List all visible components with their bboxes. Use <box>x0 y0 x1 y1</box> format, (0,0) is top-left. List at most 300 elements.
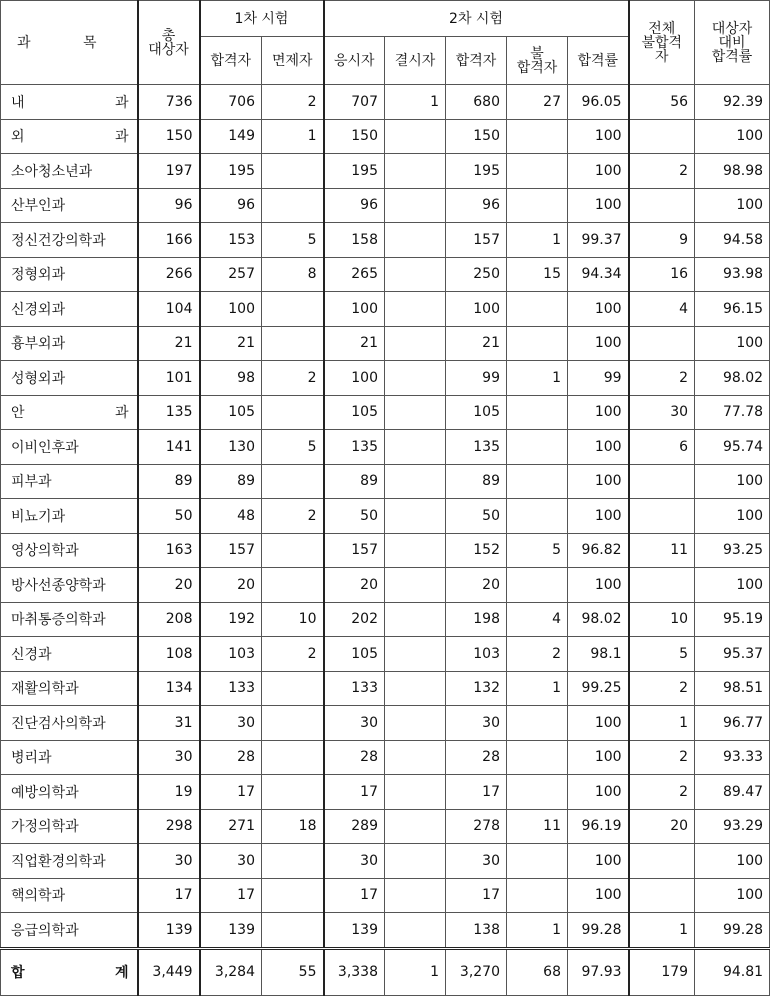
table-row <box>1 499 770 534</box>
cell-ex1 <box>262 878 324 913</box>
cell-p2: 3,270 <box>446 948 507 995</box>
cell-subject: 직업환경의학과 <box>1 844 138 879</box>
cell-rate: 100 <box>568 568 629 603</box>
cell-subject: 방사선종양학과 <box>1 568 138 603</box>
cell-trate: 100 <box>695 464 770 499</box>
cell-trate: 100 <box>695 188 770 223</box>
cell-allfail: 6 <box>629 430 695 465</box>
cell-trate: 98.02 <box>695 361 770 396</box>
total-row <box>1 948 770 995</box>
header-exam2-absent: 결시자 <box>385 37 446 85</box>
cell-total: 197 <box>138 154 200 189</box>
cell-p1: 130 <box>200 430 262 465</box>
cell-allfail <box>629 119 695 154</box>
cell-fail <box>507 499 568 534</box>
cell-p2: 17 <box>446 878 507 913</box>
cell-trate: 93.98 <box>695 257 770 292</box>
header-exam2-passed: 합격자 <box>446 37 507 85</box>
cell-rate: 97.93 <box>568 948 629 995</box>
table-row <box>1 361 770 396</box>
cell-rate: 98.1 <box>568 637 629 672</box>
cell-trate: 94.81 <box>695 948 770 995</box>
cell-app: 135 <box>324 430 385 465</box>
cell-rate: 100 <box>568 154 629 189</box>
cell-total: 30 <box>138 740 200 775</box>
table-row <box>1 740 770 775</box>
table-row <box>1 602 770 637</box>
cell-total: 150 <box>138 119 200 154</box>
cell-rate: 100 <box>568 430 629 465</box>
cell-allfail: 2 <box>629 671 695 706</box>
cell-subject: 안 과 <box>1 395 138 430</box>
cell-app: 202 <box>324 602 385 637</box>
cell-allfail <box>629 499 695 534</box>
cell-trate: 100 <box>695 878 770 913</box>
cell-trate: 95.37 <box>695 637 770 672</box>
cell-allfail: 1 <box>629 913 695 949</box>
cell-p2: 99 <box>446 361 507 396</box>
cell-trate: 100 <box>695 568 770 603</box>
cell-subject: 합 계 <box>1 948 138 995</box>
cell-allfail <box>629 188 695 223</box>
cell-fail: 68 <box>507 948 568 995</box>
cell-fail <box>507 568 568 603</box>
cell-fail <box>507 706 568 741</box>
cell-ex1 <box>262 326 324 361</box>
cell-abs <box>385 395 446 430</box>
cell-app: 20 <box>324 568 385 603</box>
cell-fail <box>507 844 568 879</box>
cell-ex1 <box>262 533 324 568</box>
cell-abs <box>385 119 446 154</box>
cell-p2: 250 <box>446 257 507 292</box>
cell-subject: 외 과 <box>1 119 138 154</box>
cell-abs <box>385 257 446 292</box>
cell-app: 30 <box>324 844 385 879</box>
cell-app: 50 <box>324 499 385 534</box>
cell-subject: 신경외과 <box>1 292 138 327</box>
cell-abs <box>385 533 446 568</box>
cell-fail: 1 <box>507 913 568 949</box>
cell-total: 266 <box>138 257 200 292</box>
header-exam2: 2차 시험 <box>324 1 629 37</box>
header-total-target: 총 대상자 <box>138 1 200 85</box>
cell-fail <box>507 430 568 465</box>
cell-app: 96 <box>324 188 385 223</box>
cell-rate: 99.25 <box>568 671 629 706</box>
cell-total: 166 <box>138 223 200 258</box>
cell-abs <box>385 326 446 361</box>
cell-ex1 <box>262 740 324 775</box>
cell-rate: 94.34 <box>568 257 629 292</box>
cell-abs <box>385 844 446 879</box>
cell-allfail: 56 <box>629 85 695 120</box>
cell-subject: 재활의학과 <box>1 671 138 706</box>
cell-subject: 이비인후과 <box>1 430 138 465</box>
cell-p1: 103 <box>200 637 262 672</box>
cell-abs <box>385 430 446 465</box>
table-row <box>1 775 770 810</box>
cell-p1: 48 <box>200 499 262 534</box>
cell-abs <box>385 878 446 913</box>
cell-fail <box>507 188 568 223</box>
cell-ex1 <box>262 775 324 810</box>
cell-p1: 149 <box>200 119 262 154</box>
cell-abs <box>385 775 446 810</box>
cell-app: 100 <box>324 361 385 396</box>
cell-p2: 30 <box>446 706 507 741</box>
cell-subject: 성형외과 <box>1 361 138 396</box>
cell-total: 208 <box>138 602 200 637</box>
cell-rate: 100 <box>568 878 629 913</box>
cell-p1: 105 <box>200 395 262 430</box>
cell-p2: 195 <box>446 154 507 189</box>
cell-trate: 100 <box>695 119 770 154</box>
cell-ex1: 10 <box>262 602 324 637</box>
cell-trate: 95.19 <box>695 602 770 637</box>
header-subject: 과 목 <box>1 1 138 85</box>
cell-subject: 피부과 <box>1 464 138 499</box>
table-row <box>1 878 770 913</box>
cell-ex1: 2 <box>262 499 324 534</box>
cell-trate: 89.47 <box>695 775 770 810</box>
cell-allfail: 10 <box>629 602 695 637</box>
cell-p2: 20 <box>446 568 507 603</box>
cell-total: 17 <box>138 878 200 913</box>
cell-total: 135 <box>138 395 200 430</box>
table-row <box>1 395 770 430</box>
cell-abs <box>385 499 446 534</box>
table-row <box>1 119 770 154</box>
header-exam1: 1차 시험 <box>200 1 324 37</box>
cell-abs <box>385 602 446 637</box>
cell-ex1 <box>262 292 324 327</box>
cell-allfail <box>629 326 695 361</box>
table-row <box>1 85 770 120</box>
cell-allfail: 4 <box>629 292 695 327</box>
cell-subject: 신경과 <box>1 637 138 672</box>
cell-abs <box>385 706 446 741</box>
cell-rate: 96.05 <box>568 85 629 120</box>
cell-fail: 4 <box>507 602 568 637</box>
cell-total: 134 <box>138 671 200 706</box>
table-header <box>1 1 770 85</box>
cell-rate: 96.82 <box>568 533 629 568</box>
cell-rate: 100 <box>568 844 629 879</box>
cell-rate: 100 <box>568 499 629 534</box>
cell-abs <box>385 361 446 396</box>
cell-trate: 96.15 <box>695 292 770 327</box>
cell-app: 17 <box>324 775 385 810</box>
cell-allfail: 179 <box>629 948 695 995</box>
cell-fail: 11 <box>507 809 568 844</box>
cell-subject: 내 과 <box>1 85 138 120</box>
cell-allfail: 2 <box>629 740 695 775</box>
cell-p1: 133 <box>200 671 262 706</box>
cell-p1: 28 <box>200 740 262 775</box>
cell-app: 157 <box>324 533 385 568</box>
cell-subject: 진단검사의학과 <box>1 706 138 741</box>
table-row <box>1 809 770 844</box>
cell-total: 736 <box>138 85 200 120</box>
cell-trate: 77.78 <box>695 395 770 430</box>
cell-app: 707 <box>324 85 385 120</box>
cell-abs <box>385 292 446 327</box>
cell-subject: 비뇨기과 <box>1 499 138 534</box>
cell-p1: 271 <box>200 809 262 844</box>
table-body <box>1 85 770 996</box>
table-row <box>1 568 770 603</box>
table-row <box>1 223 770 258</box>
cell-rate: 100 <box>568 395 629 430</box>
cell-abs <box>385 913 446 949</box>
cell-abs: 1 <box>385 85 446 120</box>
cell-total: 96 <box>138 188 200 223</box>
cell-trate: 93.29 <box>695 809 770 844</box>
cell-total: 50 <box>138 499 200 534</box>
cell-p2: 198 <box>446 602 507 637</box>
cell-app: 150 <box>324 119 385 154</box>
cell-p1: 30 <box>200 706 262 741</box>
cell-abs <box>385 464 446 499</box>
cell-p2: 103 <box>446 637 507 672</box>
cell-fail: 1 <box>507 223 568 258</box>
table-row <box>1 326 770 361</box>
cell-ex1 <box>262 706 324 741</box>
cell-app: 30 <box>324 706 385 741</box>
cell-allfail: 2 <box>629 361 695 396</box>
cell-p2: 21 <box>446 326 507 361</box>
cell-allfail: 2 <box>629 775 695 810</box>
cell-p1: 17 <box>200 878 262 913</box>
cell-fail <box>507 740 568 775</box>
cell-trate: 93.33 <box>695 740 770 775</box>
cell-allfail: 5 <box>629 637 695 672</box>
cell-allfail <box>629 878 695 913</box>
cell-p2: 100 <box>446 292 507 327</box>
cell-app: 158 <box>324 223 385 258</box>
cell-p1: 30 <box>200 844 262 879</box>
cell-abs: 1 <box>385 948 446 995</box>
cell-total: 21 <box>138 326 200 361</box>
cell-rate: 96.19 <box>568 809 629 844</box>
table-row <box>1 464 770 499</box>
cell-fail <box>507 775 568 810</box>
cell-allfail <box>629 464 695 499</box>
table-row <box>1 188 770 223</box>
cell-trate: 100 <box>695 499 770 534</box>
table-row <box>1 706 770 741</box>
cell-trate: 92.39 <box>695 85 770 120</box>
cell-ex1 <box>262 154 324 189</box>
cell-total: 89 <box>138 464 200 499</box>
cell-app: 105 <box>324 395 385 430</box>
cell-allfail: 11 <box>629 533 695 568</box>
cell-trate: 95.74 <box>695 430 770 465</box>
cell-total: 101 <box>138 361 200 396</box>
cell-total: 141 <box>138 430 200 465</box>
cell-abs <box>385 809 446 844</box>
cell-app: 195 <box>324 154 385 189</box>
cell-ex1: 5 <box>262 223 324 258</box>
cell-p1: 257 <box>200 257 262 292</box>
cell-p1: 3,284 <box>200 948 262 995</box>
cell-subject: 응급의학과 <box>1 913 138 949</box>
cell-subject: 마취통증의학과 <box>1 602 138 637</box>
cell-p2: 157 <box>446 223 507 258</box>
cell-rate: 100 <box>568 740 629 775</box>
cell-ex1: 2 <box>262 637 324 672</box>
cell-fail <box>507 154 568 189</box>
cell-ex1 <box>262 188 324 223</box>
table-row <box>1 671 770 706</box>
cell-ex1: 1 <box>262 119 324 154</box>
cell-fail <box>507 326 568 361</box>
cell-fail <box>507 395 568 430</box>
cell-p2: 138 <box>446 913 507 949</box>
cell-ex1: 5 <box>262 430 324 465</box>
cell-fail <box>507 119 568 154</box>
cell-fail <box>507 464 568 499</box>
cell-abs <box>385 671 446 706</box>
cell-p1: 17 <box>200 775 262 810</box>
cell-ex1 <box>262 844 324 879</box>
table-row <box>1 913 770 949</box>
cell-subject: 영상의학과 <box>1 533 138 568</box>
cell-total: 19 <box>138 775 200 810</box>
cell-allfail: 1 <box>629 706 695 741</box>
cell-abs <box>385 637 446 672</box>
cell-p2: 135 <box>446 430 507 465</box>
cell-app: 289 <box>324 809 385 844</box>
table-row <box>1 154 770 189</box>
cell-fail <box>507 292 568 327</box>
cell-allfail: 20 <box>629 809 695 844</box>
cell-p2: 278 <box>446 809 507 844</box>
header-exam2-applicants: 응시자 <box>324 37 385 85</box>
cell-rate: 99.37 <box>568 223 629 258</box>
table-row <box>1 430 770 465</box>
cell-trate: 93.25 <box>695 533 770 568</box>
cell-ex1: 18 <box>262 809 324 844</box>
cell-fail: 5 <box>507 533 568 568</box>
cell-fail: 27 <box>507 85 568 120</box>
cell-p2: 150 <box>446 119 507 154</box>
cell-app: 105 <box>324 637 385 672</box>
table-row <box>1 533 770 568</box>
cell-ex1 <box>262 671 324 706</box>
cell-app: 3,338 <box>324 948 385 995</box>
cell-rate: 100 <box>568 326 629 361</box>
cell-total: 163 <box>138 533 200 568</box>
cell-abs <box>385 568 446 603</box>
cell-total: 20 <box>138 568 200 603</box>
cell-p2: 96 <box>446 188 507 223</box>
cell-app: 265 <box>324 257 385 292</box>
cell-subject: 예방의학과 <box>1 775 138 810</box>
cell-fail: 1 <box>507 361 568 396</box>
cell-total: 31 <box>138 706 200 741</box>
cell-subject: 흉부외과 <box>1 326 138 361</box>
cell-allfail: 30 <box>629 395 695 430</box>
cell-ex1: 55 <box>262 948 324 995</box>
cell-p2: 89 <box>446 464 507 499</box>
cell-rate: 100 <box>568 188 629 223</box>
cell-allfail: 16 <box>629 257 695 292</box>
cell-allfail <box>629 568 695 603</box>
cell-ex1: 2 <box>262 361 324 396</box>
cell-trate: 98.98 <box>695 154 770 189</box>
cell-ex1 <box>262 464 324 499</box>
cell-p1: 98 <box>200 361 262 396</box>
cell-trate: 99.28 <box>695 913 770 949</box>
cell-p2: 17 <box>446 775 507 810</box>
cell-app: 89 <box>324 464 385 499</box>
cell-ex1 <box>262 395 324 430</box>
cell-abs <box>385 740 446 775</box>
cell-app: 100 <box>324 292 385 327</box>
header-rate-vs-target: 대상자 대비 합격률 <box>695 1 770 85</box>
cell-rate: 100 <box>568 775 629 810</box>
header-exam1-exempt: 면제자 <box>262 37 324 85</box>
cell-total: 104 <box>138 292 200 327</box>
header-exam1-passed: 합격자 <box>200 37 262 85</box>
cell-app: 139 <box>324 913 385 949</box>
cell-abs <box>385 223 446 258</box>
cell-p1: 157 <box>200 533 262 568</box>
cell-p1: 96 <box>200 188 262 223</box>
cell-subject: 핵의학과 <box>1 878 138 913</box>
cell-rate: 100 <box>568 292 629 327</box>
cell-subject: 정형외과 <box>1 257 138 292</box>
cell-fail: 15 <box>507 257 568 292</box>
cell-app: 21 <box>324 326 385 361</box>
cell-trate: 100 <box>695 326 770 361</box>
cell-ex1 <box>262 913 324 949</box>
header-exam2-failed: 불 합격자 <box>507 37 568 85</box>
cell-rate: 100 <box>568 464 629 499</box>
cell-ex1: 2 <box>262 85 324 120</box>
cell-fail: 2 <box>507 637 568 672</box>
cell-p1: 706 <box>200 85 262 120</box>
table-row <box>1 257 770 292</box>
cell-total: 298 <box>138 809 200 844</box>
cell-allfail: 2 <box>629 154 695 189</box>
cell-allfail <box>629 844 695 879</box>
cell-subject: 산부인과 <box>1 188 138 223</box>
cell-p2: 28 <box>446 740 507 775</box>
cell-ex1 <box>262 568 324 603</box>
cell-rate: 98.02 <box>568 602 629 637</box>
cell-p1: 192 <box>200 602 262 637</box>
cell-fail: 1 <box>507 671 568 706</box>
header-exam2-rate: 합격률 <box>568 37 629 85</box>
cell-app: 17 <box>324 878 385 913</box>
cell-app: 133 <box>324 671 385 706</box>
cell-allfail: 9 <box>629 223 695 258</box>
cell-p2: 132 <box>446 671 507 706</box>
cell-subject: 소아청소년과 <box>1 154 138 189</box>
cell-p1: 195 <box>200 154 262 189</box>
cell-fail <box>507 878 568 913</box>
cell-total: 108 <box>138 637 200 672</box>
header-overall-failed: 전체 불합격 자 <box>629 1 695 85</box>
cell-p2: 50 <box>446 499 507 534</box>
table-row <box>1 292 770 327</box>
cell-trate: 94.58 <box>695 223 770 258</box>
cell-rate: 99 <box>568 361 629 396</box>
cell-subject: 병리과 <box>1 740 138 775</box>
